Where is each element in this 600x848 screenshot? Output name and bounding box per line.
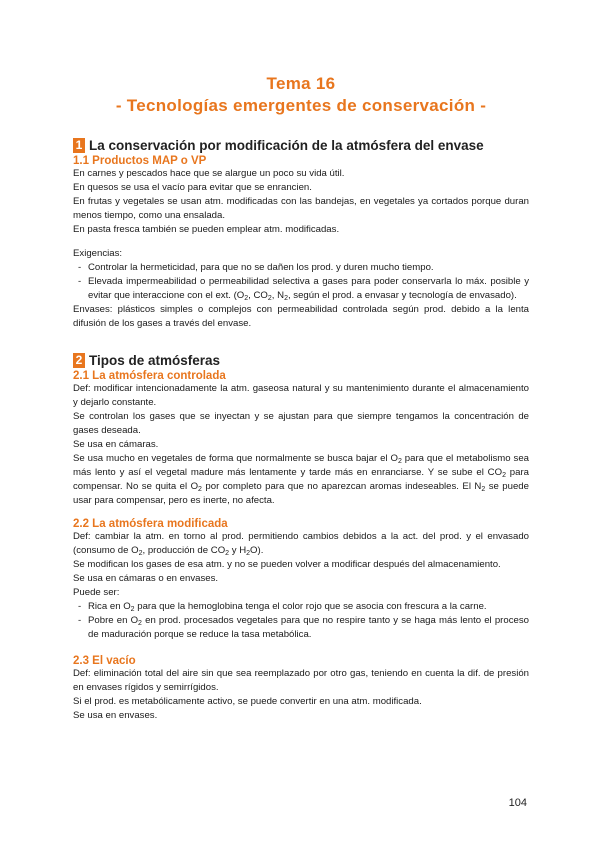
section-heading-text: Tipos de atmósferas: [89, 352, 221, 368]
list-item: - Controlar la hermeticidad, para que no se dañen los prod. y duren mucho tiempo.: [73, 261, 529, 275]
subsection-2-2: [73, 516, 529, 642]
paragraph: En frutas y vegetales se usan atm. modificadas con las bandejas, en vegetales ya cortados porque duran menos tiempo, como una ensalada.: [73, 196, 529, 221]
puede-ser-label: Puede ser:: [73, 587, 120, 598]
exigencias-list: [73, 261, 529, 303]
paragraph: Def: cambiar la atm. en torno al prod. permitiendo cambios debidos a la act. del prod. y el envasado (consumo de $O_2$, producción de $CO_2$ y $H_2O$).: [73, 531, 529, 557]
paragraph: En carnes y pescados hace que se alargue un poco su vida útil.: [73, 168, 345, 179]
section-number-badge: 2: [73, 353, 85, 368]
subsection-2-3: [73, 653, 529, 723]
paragraph: En pasta fresca también se pueden emplear atm. modificadas.: [73, 224, 340, 235]
paragraph: Se controlan los gases que se inyectan y se ajustan para que siempre tengamos la concentración de gases deseada.: [73, 411, 529, 436]
section-2-heading: [73, 352, 529, 368]
list-item: - Elevada impermeabilidad o permeabilidad selectiva a gases para poder conservarla lo máx. posible y evitar que interaccione con el ext. ($O_2$, $CO_2$, $N_2$, según el prod. a envasar y tecnología de envasado).: [73, 275, 529, 303]
section-1: [73, 137, 529, 331]
page-title: Tema 16: [266, 74, 336, 93]
subsection-heading: 2.1 La atmósfera controlada: [73, 370, 226, 382]
paragraph: Se usa mucho en vegetales de forma que normalmente se busca bajar el $O_2$ para que el metabolismo sea más lento y así el vegetal madure más lentamente y tarde más en enranciarse. Y se sube el $CO_2$ para compensar. No se quita el $O_2$ por completo para que no aparezcan aromas indeseables. El $N_2$ se puede usar para compensar, pero es inerte, no afecta.: [73, 453, 529, 506]
exigencias-label: Exigencias:: [73, 248, 123, 259]
section-2: [73, 352, 529, 508]
paragraph: Def: modificar intencionadamente la atm. gaseosa natural y su mantenimiento durante el almacenamiento y dejarlo constante.: [73, 383, 529, 408]
page-number: 104: [508, 797, 527, 809]
paragraph: Def: eliminación total del aire sin que sea reemplazado por otro gas, teniendo en cuenta la dif. de presión en envases rígidos y semirrígidos.: [73, 668, 529, 693]
subsection-heading: 2.2 La atmósfera modificada: [73, 518, 228, 530]
list-item: - Rica en $O_2$ para que la hemoglobina tenga el color rojo que se asocia con frescura a la carne.: [73, 600, 529, 614]
paragraph: En quesos se usa el vacío para evitar que se enrancien.: [73, 182, 312, 193]
paragraph: Se usa en cámaras o en envases.: [73, 573, 219, 584]
paragraph: Se usa en envases.: [73, 710, 158, 721]
puede-ser-list: [73, 600, 529, 642]
section-1-heading: [73, 137, 529, 153]
subsection-heading: 1.1 Productos MAP o VP: [73, 155, 207, 167]
list-item: - Pobre en $O_2$ en prod. procesados vegetales para que no respire tanto y se haga más lento el proceso de maduración porque se reduce la tasa metabólica.: [73, 614, 529, 642]
section-number-badge: 1: [73, 138, 85, 153]
paragraph: Si el prod. es metabólicamente activo, se puede convertir en una atm. modificada.: [73, 696, 422, 707]
paragraph: Se modifican los gases de esa atm. y no se pueden volver a modificar después del almacenamiento.: [73, 559, 501, 570]
paragraph: Envases: plásticos simples o complejos con permeabilidad controlada según prod. debido a la lenta difusión de los gases a través del envase.: [73, 304, 529, 329]
section-heading-text: La conservación por modificación de la atmósfera del envase: [89, 137, 484, 153]
paragraph: Se usa en cámaras.: [73, 439, 159, 450]
subsection-heading: 2.3 El vacío: [73, 655, 136, 667]
page-subtitle: - Tecnologías emergentes de conservación -: [115, 96, 487, 115]
